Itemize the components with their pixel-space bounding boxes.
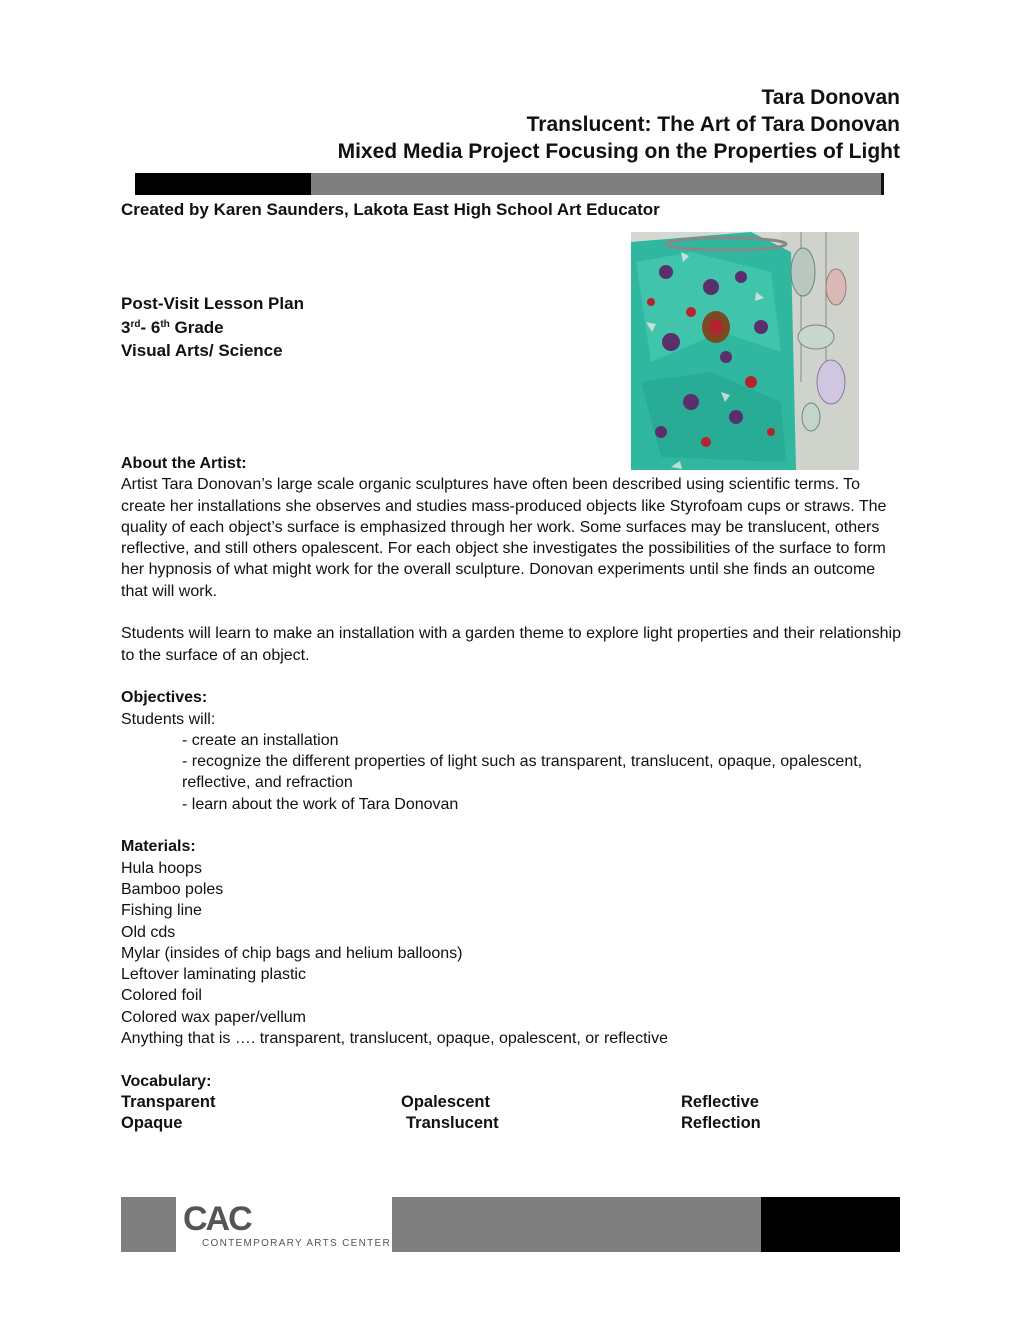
- header-divider-bar: [135, 173, 884, 195]
- material-item: Bamboo poles: [121, 880, 224, 898]
- cac-logo-mark: CAC: [183, 1200, 251, 1238]
- about-heading: About the Artist:: [121, 455, 247, 472]
- material-item: Colored foil: [121, 987, 202, 1005]
- footer-gray-block-center: [392, 1197, 761, 1252]
- objective-item: - learn about the work of Tara Donovan: [182, 795, 459, 813]
- grade-range: 3rd- 6th Grade: [121, 317, 224, 337]
- vocabulary-row: [121, 1092, 906, 1113]
- vocab-term: Reflective: [681, 1092, 759, 1111]
- vocabulary-section: [121, 1071, 906, 1135]
- objective-item: - recognize the different properties of light such as transparent, translucent, opaque, opalescent, reflective, and refraction: [182, 753, 863, 792]
- title-block: [338, 84, 900, 165]
- project-title: Mixed Media Project Focusing on the Properties of Light: [337, 140, 900, 163]
- lesson-info: [121, 292, 304, 363]
- material-item: Old cds: [121, 923, 176, 941]
- objectives-heading: Objectives:: [121, 689, 208, 707]
- cac-logo: [176, 1197, 392, 1252]
- material-item: Fishing line: [121, 902, 202, 920]
- objectives-section: [121, 687, 906, 815]
- exhibition-title: Translucent: The Art of Tara Donovan: [526, 113, 900, 136]
- divider-dark-segment: [135, 173, 311, 195]
- material-item: Anything that is …. transparent, translucent, opaque, opalescent, or reflective: [121, 1030, 668, 1048]
- about-paragraph: Artist Tara Donovan’s large scale organic sculptures have often been described using scientific terms. To create her installations she observes and studies mass-produced objects like Styrofoam cups or straws. The quality of each object’s surface is emphasized through her work. Some surfaces may be translucent, others reflective, and still others opalescent. For each object she investigates the possibilities of the surface to form her hypnosis of what might work for the overall sculpture. Donovan experiments until she finds an outcome that will work.: [121, 476, 887, 600]
- about-section: [121, 453, 906, 1135]
- goal-paragraph: Students will learn to make an installation with a garden theme to explore light properties and their relationship to the surface of an object.: [121, 625, 901, 664]
- installation-photo: [631, 232, 859, 470]
- objectives-intro: Students will:: [121, 710, 216, 728]
- vocab-term: Opaque: [121, 1114, 183, 1133]
- material-item: Mylar (insides of chip bags and helium balloons): [121, 944, 463, 962]
- footer-black-block: [761, 1197, 900, 1252]
- vocab-term: Reflection: [681, 1114, 761, 1133]
- materials-section: [121, 836, 906, 1049]
- cac-logo-text: CONTEMPORARY ARTS CENTER: [202, 1238, 392, 1249]
- objective-item: - create an installation: [182, 731, 339, 749]
- vocabulary-heading: Vocabulary:: [121, 1072, 212, 1090]
- lesson-type: Post-Visit Lesson Plan: [121, 294, 304, 313]
- material-item: Hula hoops: [121, 859, 202, 877]
- vocab-term: Opalescent: [401, 1092, 490, 1111]
- artist-title: Tara Donovan: [761, 86, 900, 109]
- material-item: Colored wax paper/vellum: [121, 1008, 306, 1026]
- vocab-term: Transparent: [121, 1092, 216, 1111]
- subjects: Visual Arts/ Science: [121, 341, 283, 360]
- creator-line: Created by Karen Saunders, Lakota East High School Art Educator: [121, 200, 660, 219]
- vocabulary-row: [121, 1113, 906, 1134]
- materials-heading: Materials:: [121, 838, 196, 856]
- material-item: Leftover laminating plastic: [121, 966, 306, 984]
- vocab-term: Translucent: [406, 1114, 499, 1133]
- installation-photo-art: [631, 232, 859, 470]
- footer-gray-block-left: [121, 1197, 176, 1252]
